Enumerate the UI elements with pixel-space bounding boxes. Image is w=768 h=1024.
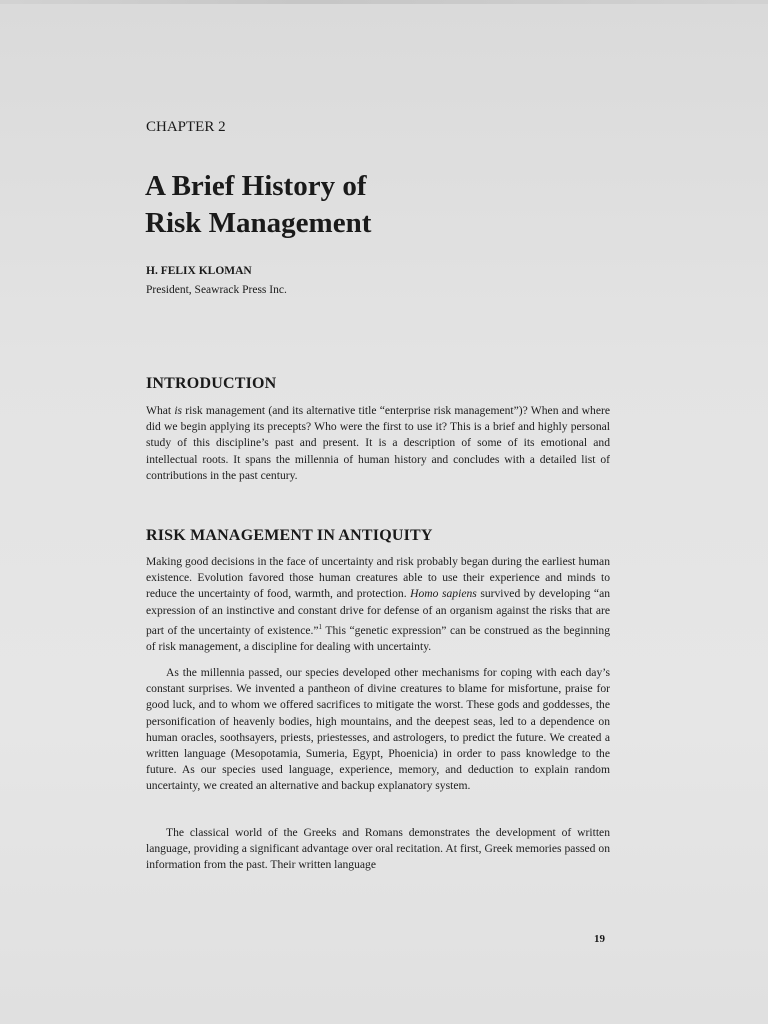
intro-text-emphasis: is bbox=[174, 404, 183, 417]
chapter-title bbox=[145, 168, 371, 242]
section-heading-antiquity: RISK MANAGEMENT IN ANTIQUITY bbox=[146, 527, 433, 544]
chapter-title-line-1: A Brief History of bbox=[145, 170, 367, 202]
antiquity-paragraph-2: As the millennia passed, our species developed other mechanisms for coping with each day’s constant surprises. We invented a pantheon of divine creatures to blame for misfortune, praise for good luck, and to whom we offered sacrifices to mitigate the worst. These gods and goddesses, the personification of heavenly bodies, high mountains, and the deepest seas, led to a dependence on human oracles, soothsayers, priests, priestesses, and astrologers, to predict the future. We created a written language (Mesopotamia, Sumeria, Egypt, Phoenicia) in order to pass knowledge to the future. As our species used language, experience, memory, and deduction to explain random uncertainty, we created an alternative and backup explanatory system. bbox=[146, 666, 610, 793]
page-number: 19 bbox=[594, 933, 605, 945]
antiquity-p1-post2: This “genetic expression” can be construed as the beginning of risk management, a discipline for dealing with uncertainty. bbox=[146, 623, 610, 653]
chapter-label: CHAPTER 2 bbox=[146, 119, 226, 135]
author-affiliation: President, Seawrack Press Inc. bbox=[146, 284, 287, 296]
intro-text-post: risk management (and its alternative title “enterprise risk management”)? When and where did we begin applying its precepts? Who were the first to use it? This is a brief and highly personal study of this discipline’s past and present. It is a description of some of its emotional and intellectual roots. It spans the millennia of human history and concludes with a detailed list of contributions in the past century. bbox=[146, 404, 610, 482]
antiquity-paragraph-1 bbox=[146, 554, 610, 655]
page-top-edge bbox=[0, 0, 768, 4]
footnote-marker: 1 bbox=[318, 622, 323, 631]
antiquity-p1-emphasis: Homo sapiens bbox=[410, 587, 477, 601]
antiquity-p1-pre: Making good decisions in the face of uncertainty and risk probably began during the earliest human existence. Evolution favored those human creatures able to use their experience and minds to reduce the uncertainty of food, warmth, and protection. bbox=[146, 555, 610, 601]
author-name: H. FELIX KLOMAN bbox=[146, 265, 252, 277]
antiquity-p1-post: survived by developing “an expression of an instinctive and constant drive for defense of an organism against the risks that are part of the uncertainty of existence.” bbox=[146, 587, 611, 637]
section-heading-introduction: INTRODUCTION bbox=[146, 375, 277, 392]
antiquity-paragraph-3: The classical world of the Greeks and Romans demonstrates the development of written language, providing a significant advantage over oral recitation. At first, Greek memories passed on information from the past. Their written language bbox=[146, 826, 610, 872]
chapter-title-line-2: Risk Management bbox=[145, 207, 372, 239]
intro-text-pre: What bbox=[146, 404, 175, 417]
intro-paragraph bbox=[146, 403, 610, 484]
